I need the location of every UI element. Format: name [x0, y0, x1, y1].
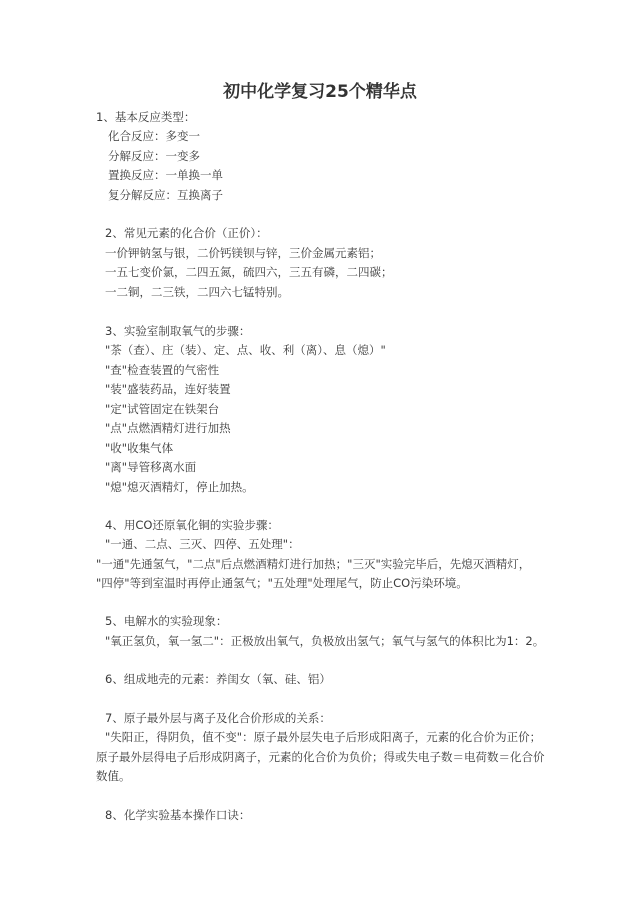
section-2-line-2: 一五七变价氯，二四五氮，硫四六，三五有磷，二四碳；: [105, 265, 393, 279]
section-3-line-8: "熄"熄灭酒精灯，停止加热。: [105, 480, 254, 494]
section-3-line-1: "茶（查）、庄（装）、定、点、收、利（离）、息（熄）": [105, 343, 386, 357]
section-2-line-3: 一二铜，二三铁，二四六七锰特别。: [105, 285, 289, 299]
document-title: 初中化学复习25个精华点: [223, 82, 417, 102]
section-3-heading: 3、实验室制取氧气的步骤：: [105, 324, 251, 338]
section-1-line-1: 化合反应：多变一: [108, 129, 200, 143]
section-4-line-3: "四停"等到室温时再停止通氢气；"五处理"处理尾气，防止CO污染环境。: [96, 576, 468, 590]
section-8-heading: 8、化学实验基本操作口诀：: [105, 808, 251, 822]
section-7-heading: 7、原子最外层与离子及化合价形成的关系：: [105, 711, 331, 725]
section-1-line-3: 置换反应：一单换一单: [108, 168, 223, 182]
section-7-line-3: 数值。: [96, 769, 131, 783]
section-1-line-4: 复分解反应：互换离子: [108, 188, 223, 202]
section-4-line-1: "一通、二点、三灭、四停、五处理"：: [105, 537, 300, 551]
section-4-heading: 4、用CO还原氧化铜的实验步骤：: [105, 518, 279, 532]
section-2-line-1: 一价钾钠氢与银，二价钙镁钡与锌，三价金属元素铝；: [105, 246, 381, 260]
section-3-line-5: "点"点燃酒精灯进行加热: [105, 421, 231, 435]
section-3-line-6: "收"收集气体: [105, 441, 174, 455]
section-5-line-1: "氧正氢负，氧一氢二"：正极放出氧气，负极放出氢气；氧气与氢气的体积比为1：2。: [105, 634, 545, 648]
section-1-heading: 1、基本反应类型：: [96, 110, 196, 124]
section-2-heading: 2、常见元素的化合价（正价）：: [105, 226, 268, 240]
section-3-line-7: "离"导管移离水面: [105, 460, 197, 474]
section-7-line-2: 原子最外层得电子后形成阴离子，元素的化合价为负价；得或失电子数＝电荷数＝化合价: [96, 750, 545, 764]
section-5-heading: 5、电解水的实验现象：: [105, 614, 228, 628]
section-1-line-2: 分解反应：一变多: [108, 149, 200, 163]
section-3-line-2: "查"检查装置的气密性: [105, 363, 220, 377]
section-4-line-2: "一通"先通氢气，"二点"后点燃酒精灯进行加热；"三灭"实验完毕后，先熄灭酒精灯，: [96, 557, 531, 571]
section-3-line-3: "装"盛装药品，连好装置: [105, 382, 231, 396]
section-3-line-4: "定"试管固定在铁架台: [105, 402, 220, 416]
section-6-heading: 6、组成地壳的元素：养闺女（氧、硅、铝）: [105, 672, 331, 686]
section-7-line-1: "失阳正，得阴负，值不变"：原子最外层失电子后形成阳离子，元素的化合价为正价；: [105, 730, 542, 744]
